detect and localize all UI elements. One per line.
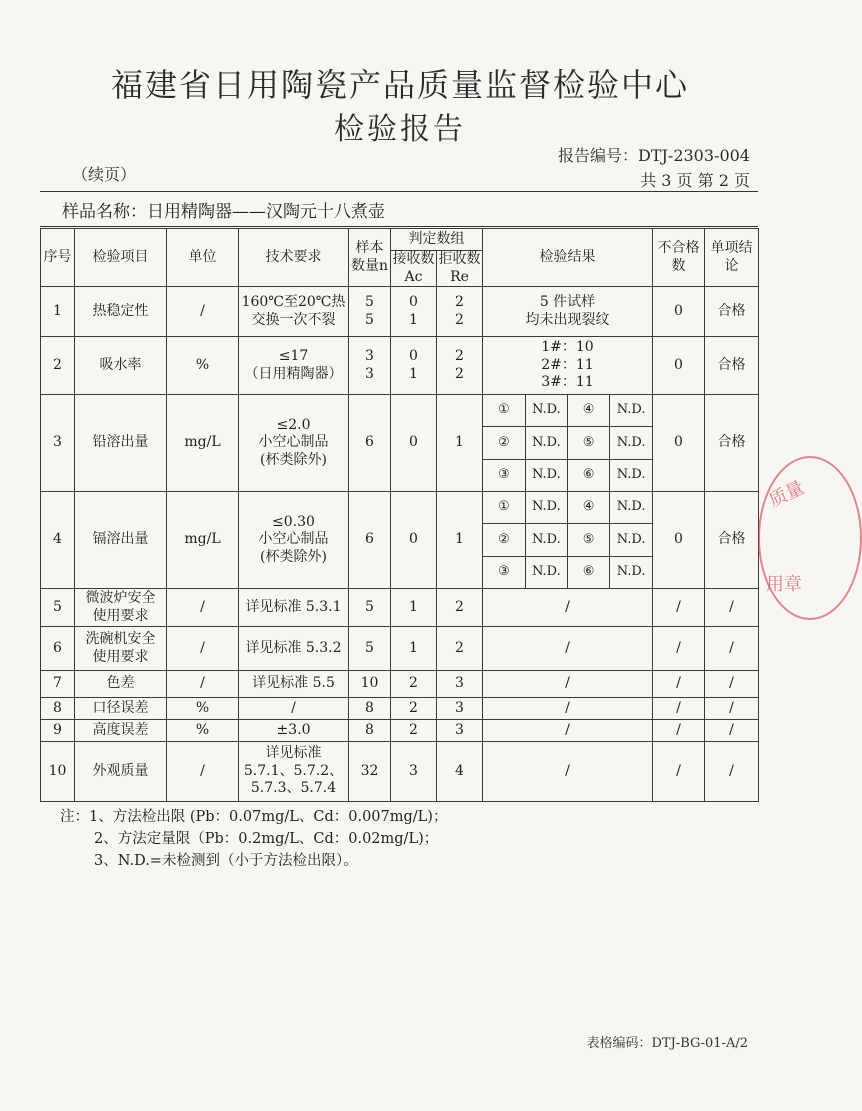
cadmium-results-grid [483, 492, 652, 588]
table-cell: / [167, 589, 239, 627]
table-cell: 2 [391, 720, 437, 742]
table-cell: 镉溶出量 [75, 492, 167, 589]
table-cell: 5 [41, 589, 75, 627]
table-cell: 4 [437, 742, 483, 802]
header-label: 检验结果 [539, 248, 596, 265]
table-cell: 1 [391, 627, 437, 671]
table-cell: 3 3 [349, 337, 391, 395]
table-cell: 160℃至20℃热交换一次不裂 [239, 287, 349, 337]
table-cell: 合格 [705, 492, 759, 589]
header-nonconforming [653, 229, 705, 287]
table-cell: 2 [437, 589, 483, 627]
table-row [41, 492, 759, 589]
sample-value: 日用精陶器——汉陶元十八煮壶 [147, 202, 385, 222]
header-label: 序号 [43, 248, 72, 265]
table-cell: 32 [349, 742, 391, 802]
table-cell: 2 [391, 698, 437, 720]
table-row [41, 337, 759, 395]
table-cell: 1 [437, 492, 483, 589]
header-unit [167, 229, 239, 287]
table-cell: 5 [349, 589, 391, 627]
table-cell: ≤0.30 小空心制品 (杯类除外) [239, 492, 349, 589]
table-cell: N.D. [610, 524, 652, 557]
table-cell: 1#：10 2#：11 3#：11 [483, 337, 653, 395]
table-cell: ④ [568, 492, 610, 524]
table-cell: 0 [653, 395, 705, 492]
table-row [41, 698, 759, 720]
table-cell: / [653, 589, 705, 627]
table-cell: 高度误差 [75, 720, 167, 742]
stamp-text-bottom: 用章 [766, 574, 802, 595]
table-cell: 0 [391, 395, 437, 492]
table-cell: ④ [568, 395, 610, 427]
note-1: 注：1、方法检出限 (Pb：0.07mg/L、Cd：0.007mg/L)； [60, 809, 448, 825]
table-cell: 合格 [705, 395, 759, 492]
header-label: 拒收数Re [438, 251, 481, 285]
header-accept [391, 251, 437, 287]
table-cell: 0 [653, 492, 705, 589]
table-row [41, 287, 759, 337]
table-cell: 0 1 [391, 287, 437, 337]
table-cell: / [167, 627, 239, 671]
table-cell: / [167, 287, 239, 337]
table-cell: / [483, 742, 653, 802]
header-result [483, 229, 653, 287]
header-sample-qty [349, 229, 391, 287]
page-info: 共 3 页 第 2 页 [640, 171, 750, 190]
header-label: 检验项目 [92, 248, 149, 265]
header-no [41, 229, 75, 287]
table-cell: / [483, 627, 653, 671]
table-cell: N.D. [610, 427, 652, 460]
table-cell: / [653, 742, 705, 802]
table-cell: 吸水率 [75, 337, 167, 395]
header-conclusion [705, 229, 759, 287]
lead-results-grid [483, 395, 652, 491]
table-cell: % [167, 337, 239, 395]
stamp-text-top: 质量 [765, 477, 808, 512]
table-cell: N.D. [525, 459, 567, 491]
header-label: 单项结论 [710, 240, 753, 274]
table-cell: / [483, 698, 653, 720]
table-cell: / [483, 720, 653, 742]
table-cell: / [705, 720, 759, 742]
table-cell: 色差 [75, 671, 167, 698]
header-requirement [239, 229, 349, 287]
table-row [41, 627, 759, 671]
table-cell: 2 [41, 337, 75, 395]
table-cell: 铅溶出量 [75, 395, 167, 492]
table-cell: % [167, 720, 239, 742]
header-label: 判定数组 [408, 230, 465, 247]
table-cell: ① [483, 492, 525, 524]
cadmium-results-cell [483, 492, 653, 589]
header-label: 单位 [188, 248, 217, 265]
table-cell: 3 [437, 720, 483, 742]
report-number: 报告编号：DTJ-2303-004 [558, 146, 750, 165]
note-2: 2、方法定量限（Pb：0.2mg/L、Cd：0.02mg/L)； [94, 831, 439, 847]
table-cell: 详见标准 5.5 [239, 671, 349, 698]
table-cell: / [705, 698, 759, 720]
table-cell: 0 [653, 287, 705, 337]
table-cell: 洗碗机安全 使用要求 [75, 627, 167, 671]
table-cell: 2 [391, 671, 437, 698]
table-cell: 微波炉安全 使用要求 [75, 589, 167, 627]
table-cell: N.D. [525, 395, 567, 427]
table-cell: N.D. [525, 427, 567, 460]
table-cell: ① [483, 395, 525, 427]
table-cell: 0 [391, 492, 437, 589]
table-cell: / [705, 742, 759, 802]
table-cell: / [705, 589, 759, 627]
table-row [41, 720, 759, 742]
table-cell: 1 [41, 287, 75, 337]
table-cell: ⑥ [568, 459, 610, 491]
header-label: 不合格数 [657, 240, 700, 274]
table-cell: / [483, 671, 653, 698]
table-cell: 合格 [705, 337, 759, 395]
table-cell: / [653, 627, 705, 671]
table-cell: ② [483, 524, 525, 557]
table-cell: 2 2 [437, 337, 483, 395]
notes [60, 806, 447, 872]
table-cell: 0 1 [391, 337, 437, 395]
table-cell: 6 [349, 395, 391, 492]
table-cell: 10 [349, 671, 391, 698]
table-cell: 3 [41, 395, 75, 492]
table-cell: 8 [349, 698, 391, 720]
table-cell: 详见标准 5.3.1 [239, 589, 349, 627]
table-cell: ⑤ [568, 524, 610, 557]
sample-rule [40, 226, 758, 227]
table-cell: 5 5 [349, 287, 391, 337]
table-cell: / [705, 627, 759, 671]
table-cell: ② [483, 427, 525, 460]
table-cell: ③ [483, 459, 525, 491]
header-label: 样本数量n [350, 240, 389, 274]
table-cell: N.D. [525, 492, 567, 524]
table-row [41, 589, 759, 627]
table-cell: / [705, 671, 759, 698]
header-item [75, 229, 167, 287]
table-cell: ③ [483, 556, 525, 588]
inspection-table [40, 228, 759, 802]
lead-results-cell [483, 395, 653, 492]
table-cell: ⑤ [568, 427, 610, 460]
sample-name [62, 197, 385, 222]
table-cell: 详见标准 5.7.1、5.7.2、 5.7.3、5.7.4 [239, 742, 349, 802]
table-cell: N.D. [525, 524, 567, 557]
continued-label: （续页） [72, 165, 137, 184]
table-cell: ≤2.0 小空心制品 (杯类除外) [239, 395, 349, 492]
table-cell: 8 [349, 720, 391, 742]
table-row [41, 742, 759, 802]
table-cell: 热稳定性 [75, 287, 167, 337]
table-cell: 4 [41, 492, 75, 589]
table-cell: / [653, 698, 705, 720]
table-cell: 9 [41, 720, 75, 742]
table-cell: 10 [41, 742, 75, 802]
official-seal-stamp [758, 456, 862, 620]
table-cell: 5 [349, 627, 391, 671]
note-3: 3、N.D.=未检测到（小于方法检出限）。 [94, 853, 358, 869]
table-cell: 6 [41, 627, 75, 671]
table-cell: / [653, 671, 705, 698]
header-judgment-group [391, 229, 483, 251]
table-cell: mg/L [167, 492, 239, 589]
table-cell: 合格 [705, 287, 759, 337]
table-cell: 口径误差 [75, 698, 167, 720]
table-cell: N.D. [610, 459, 652, 491]
table-cell: 2 [437, 627, 483, 671]
table-cell: 外观质量 [75, 742, 167, 802]
table-cell: ⑥ [568, 556, 610, 588]
table-cell: 7 [41, 671, 75, 698]
table-cell: 2 2 [437, 287, 483, 337]
report-title: 检验报告 [334, 112, 466, 147]
table-cell: N.D. [610, 492, 652, 524]
table-row [41, 671, 759, 698]
table-cell: / [167, 671, 239, 698]
table-cell: ≤17 （日用精陶器） [239, 337, 349, 395]
table-cell: 3 [391, 742, 437, 802]
table-cell: / [653, 720, 705, 742]
table-cell: N.D. [610, 395, 652, 427]
table-cell: N.D. [525, 556, 567, 588]
table-cell: / [239, 698, 349, 720]
table-cell: 8 [41, 698, 75, 720]
org-title: 福建省日用陶瓷产品质量监督检验中心 [110, 66, 689, 104]
table-cell: / [167, 742, 239, 802]
table-cell: 5 件试样 均未出现裂纹 [483, 287, 653, 337]
form-number: 表格编码：DTJ-BG-01-A/2 [586, 1036, 748, 1051]
table-cell: / [483, 589, 653, 627]
table-cell: 6 [349, 492, 391, 589]
table-cell: 1 [391, 589, 437, 627]
top-rule [40, 191, 758, 192]
sample-label: 样品名称： [62, 202, 147, 222]
header-label: 技术要求 [265, 248, 322, 265]
table-cell: 0 [653, 337, 705, 395]
table-cell: ±3.0 [239, 720, 349, 742]
header-label: 接收数Ac [392, 251, 435, 285]
table-cell: N.D. [610, 556, 652, 588]
table-cell: 3 [437, 671, 483, 698]
table-cell: % [167, 698, 239, 720]
table-cell: 详见标准 5.3.2 [239, 627, 349, 671]
table-cell: 1 [437, 395, 483, 492]
table-row [41, 395, 759, 492]
table-cell: 3 [437, 698, 483, 720]
header-reject [437, 251, 483, 287]
table-cell: mg/L [167, 395, 239, 492]
